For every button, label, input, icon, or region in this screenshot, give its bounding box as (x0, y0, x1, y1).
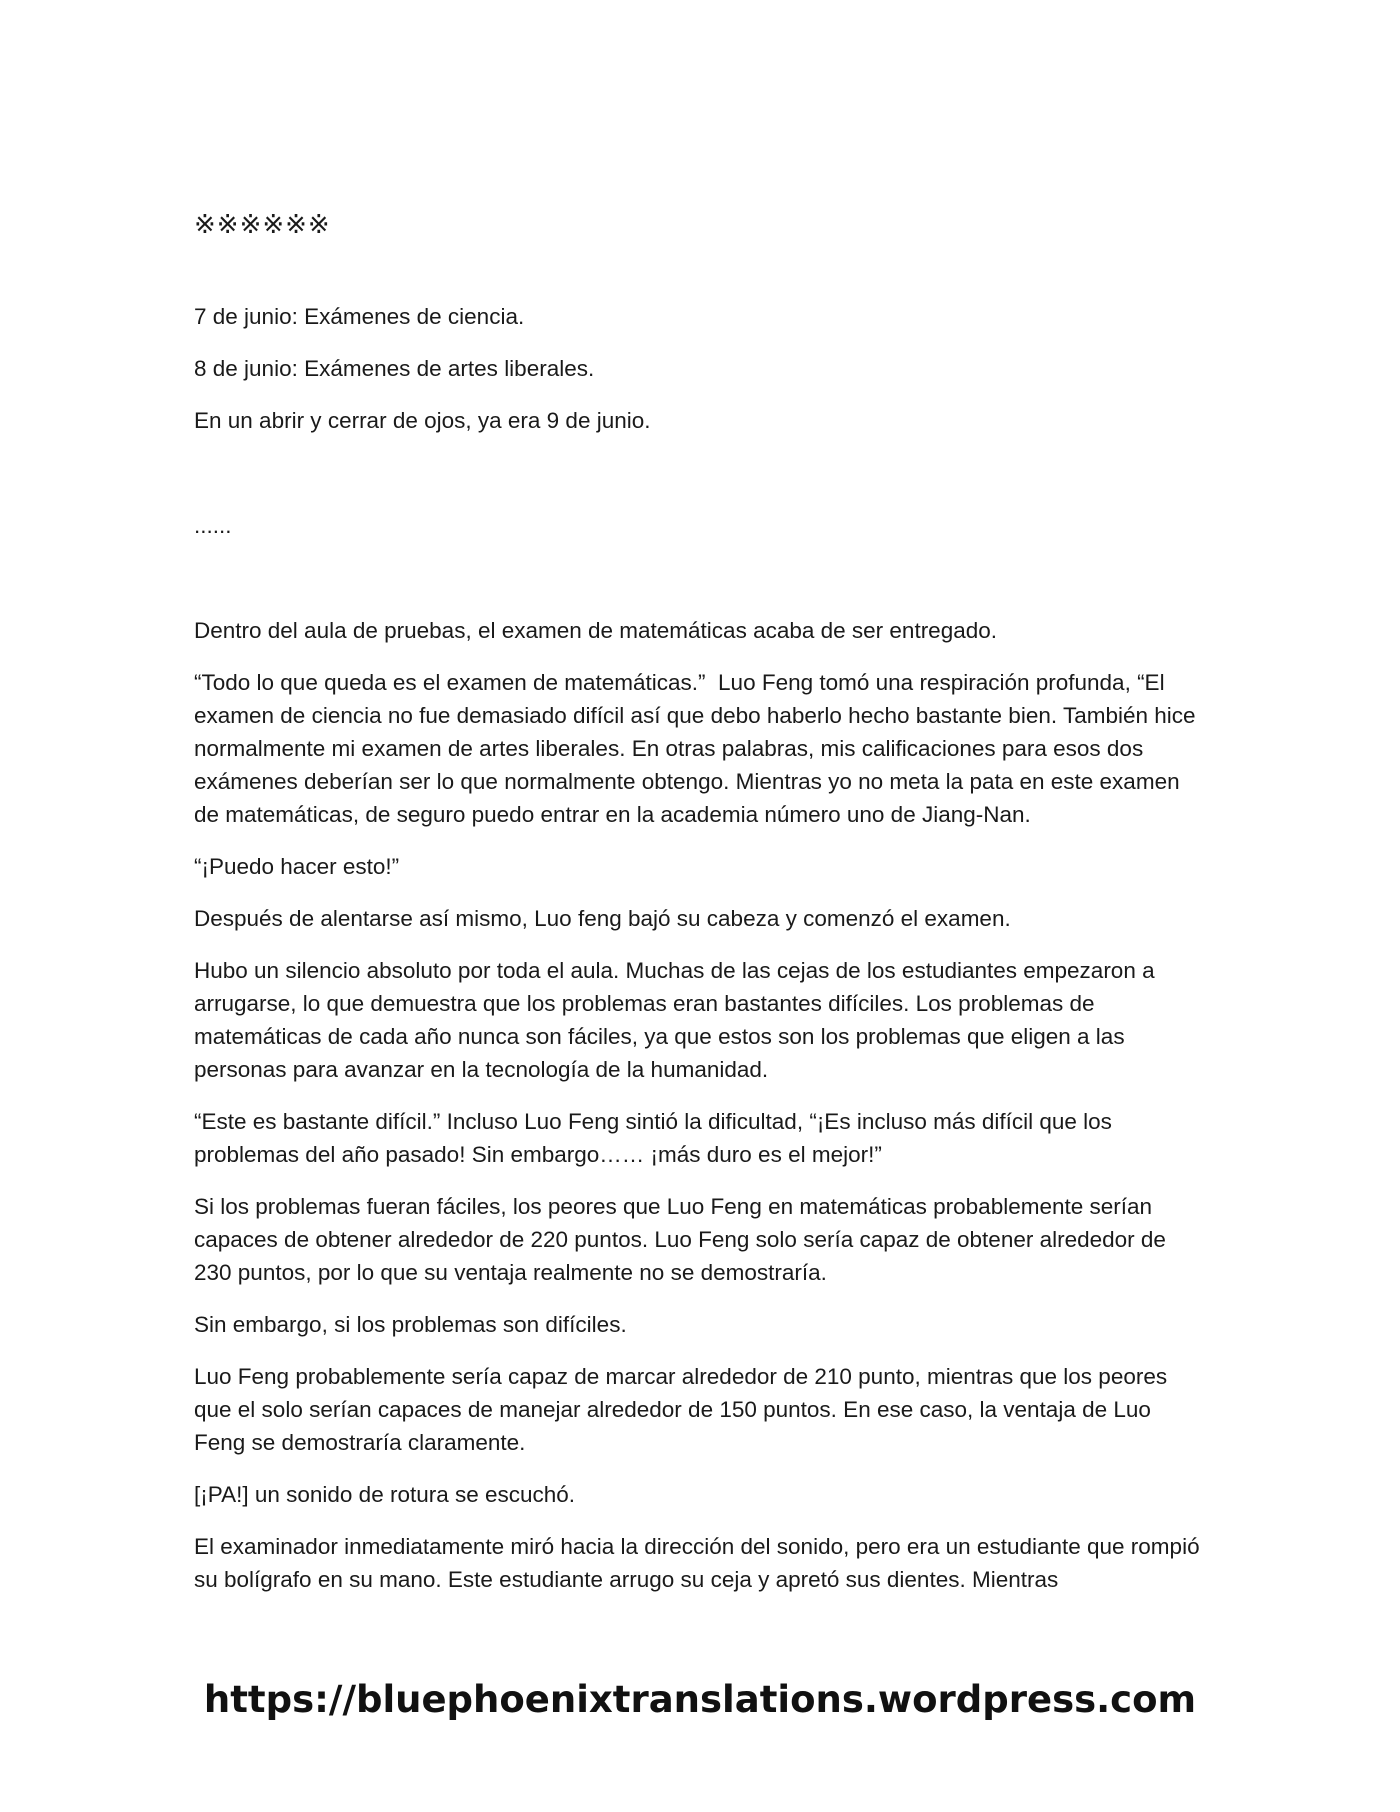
paragraph: “Todo lo que queda es el examen de matemáticas.” Luo Feng tomó una respiración profunda, “El examen de ciencia no fue demasiado difícil así que debo haberlo hecho bastante bien. También hice normalmente mi examen de artes liberales. En otras palabras, mis calificaciones para esos dos exámenes deberían ser lo que normalmente obtengo. Mientras yo no meta la pata en este examen de matemáticas, de seguro puedo entrar en la academia número uno de Jiang-Nan. (194, 670, 1202, 827)
scene-separator: ※※※※※※ (194, 209, 331, 239)
paragraph: Sin embargo, si los problemas son difíciles. (194, 1312, 627, 1337)
schedule-line: En un abrir y cerrar de ojos, ya era 9 de junio. (194, 408, 651, 433)
ellipsis-break: ...... (194, 513, 232, 538)
paragraph: Hubo un silencio absoluto por toda el aula. Muchas de las cejas de los estudiantes empezaron a arrugarse, lo que demuestra que los problemas eran bastantes difíciles. Los problemas de matemáticas de cada año nunca son fáciles, ya que estos son los problemas que eligen a las personas para avanzar en la tecnología de la humanidad. (194, 958, 1161, 1082)
paragraph: Luo Feng probablemente sería capaz de marcar alrededor de 210 punto, mientras que los peores que el solo serían capaces de manejar alrededor de 150 puntos. En ese caso, la ventaja de Luo Feng se demostraría claramente. (194, 1364, 1174, 1455)
paragraph: Si los problemas fueran fáciles, los peores que Luo Feng en matemáticas probablemente serían capaces de obtener alrededor de 220 puntos. Luo Feng solo sería capaz de obtener alrededor de 230 puntos, por lo que su ventaja realmente no se demostraría. (194, 1194, 1173, 1285)
schedule-line: 8 de junio: Exámenes de artes liberales. (194, 356, 595, 381)
document-body (194, 208, 1204, 1615)
paragraph: “¡Puedo hacer esto!” (194, 854, 400, 879)
paragraph: Después de alentarse así mismo, Luo feng bajó su cabeza y comenzó el examen. (194, 906, 1011, 931)
schedule-line: 7 de junio: Exámenes de ciencia. (194, 304, 525, 329)
paragraph: Dentro del aula de pruebas, el examen de matemáticas acaba de ser entregado. (194, 618, 998, 643)
footer-url: https://bluephoenixtranslations.wordpress.com (203, 1678, 1197, 1721)
paragraph: El examinador inmediatamente miró hacia la dirección del sonido, pero era un estudiante que rompió su bolígrafo en su mano. Este estudiante arrugo su ceja y apretó sus dientes. Mientras (194, 1534, 1206, 1592)
paragraph: [¡PA!] un sonido de rotura se escuchó. (194, 1482, 576, 1507)
paragraph: “Este es bastante difícil.” Incluso Luo Feng sintió la dificultad, “¡Es incluso más difícil que los problemas del año pasado! Sin embargo…… ¡más duro es el mejor!” (194, 1109, 1119, 1167)
